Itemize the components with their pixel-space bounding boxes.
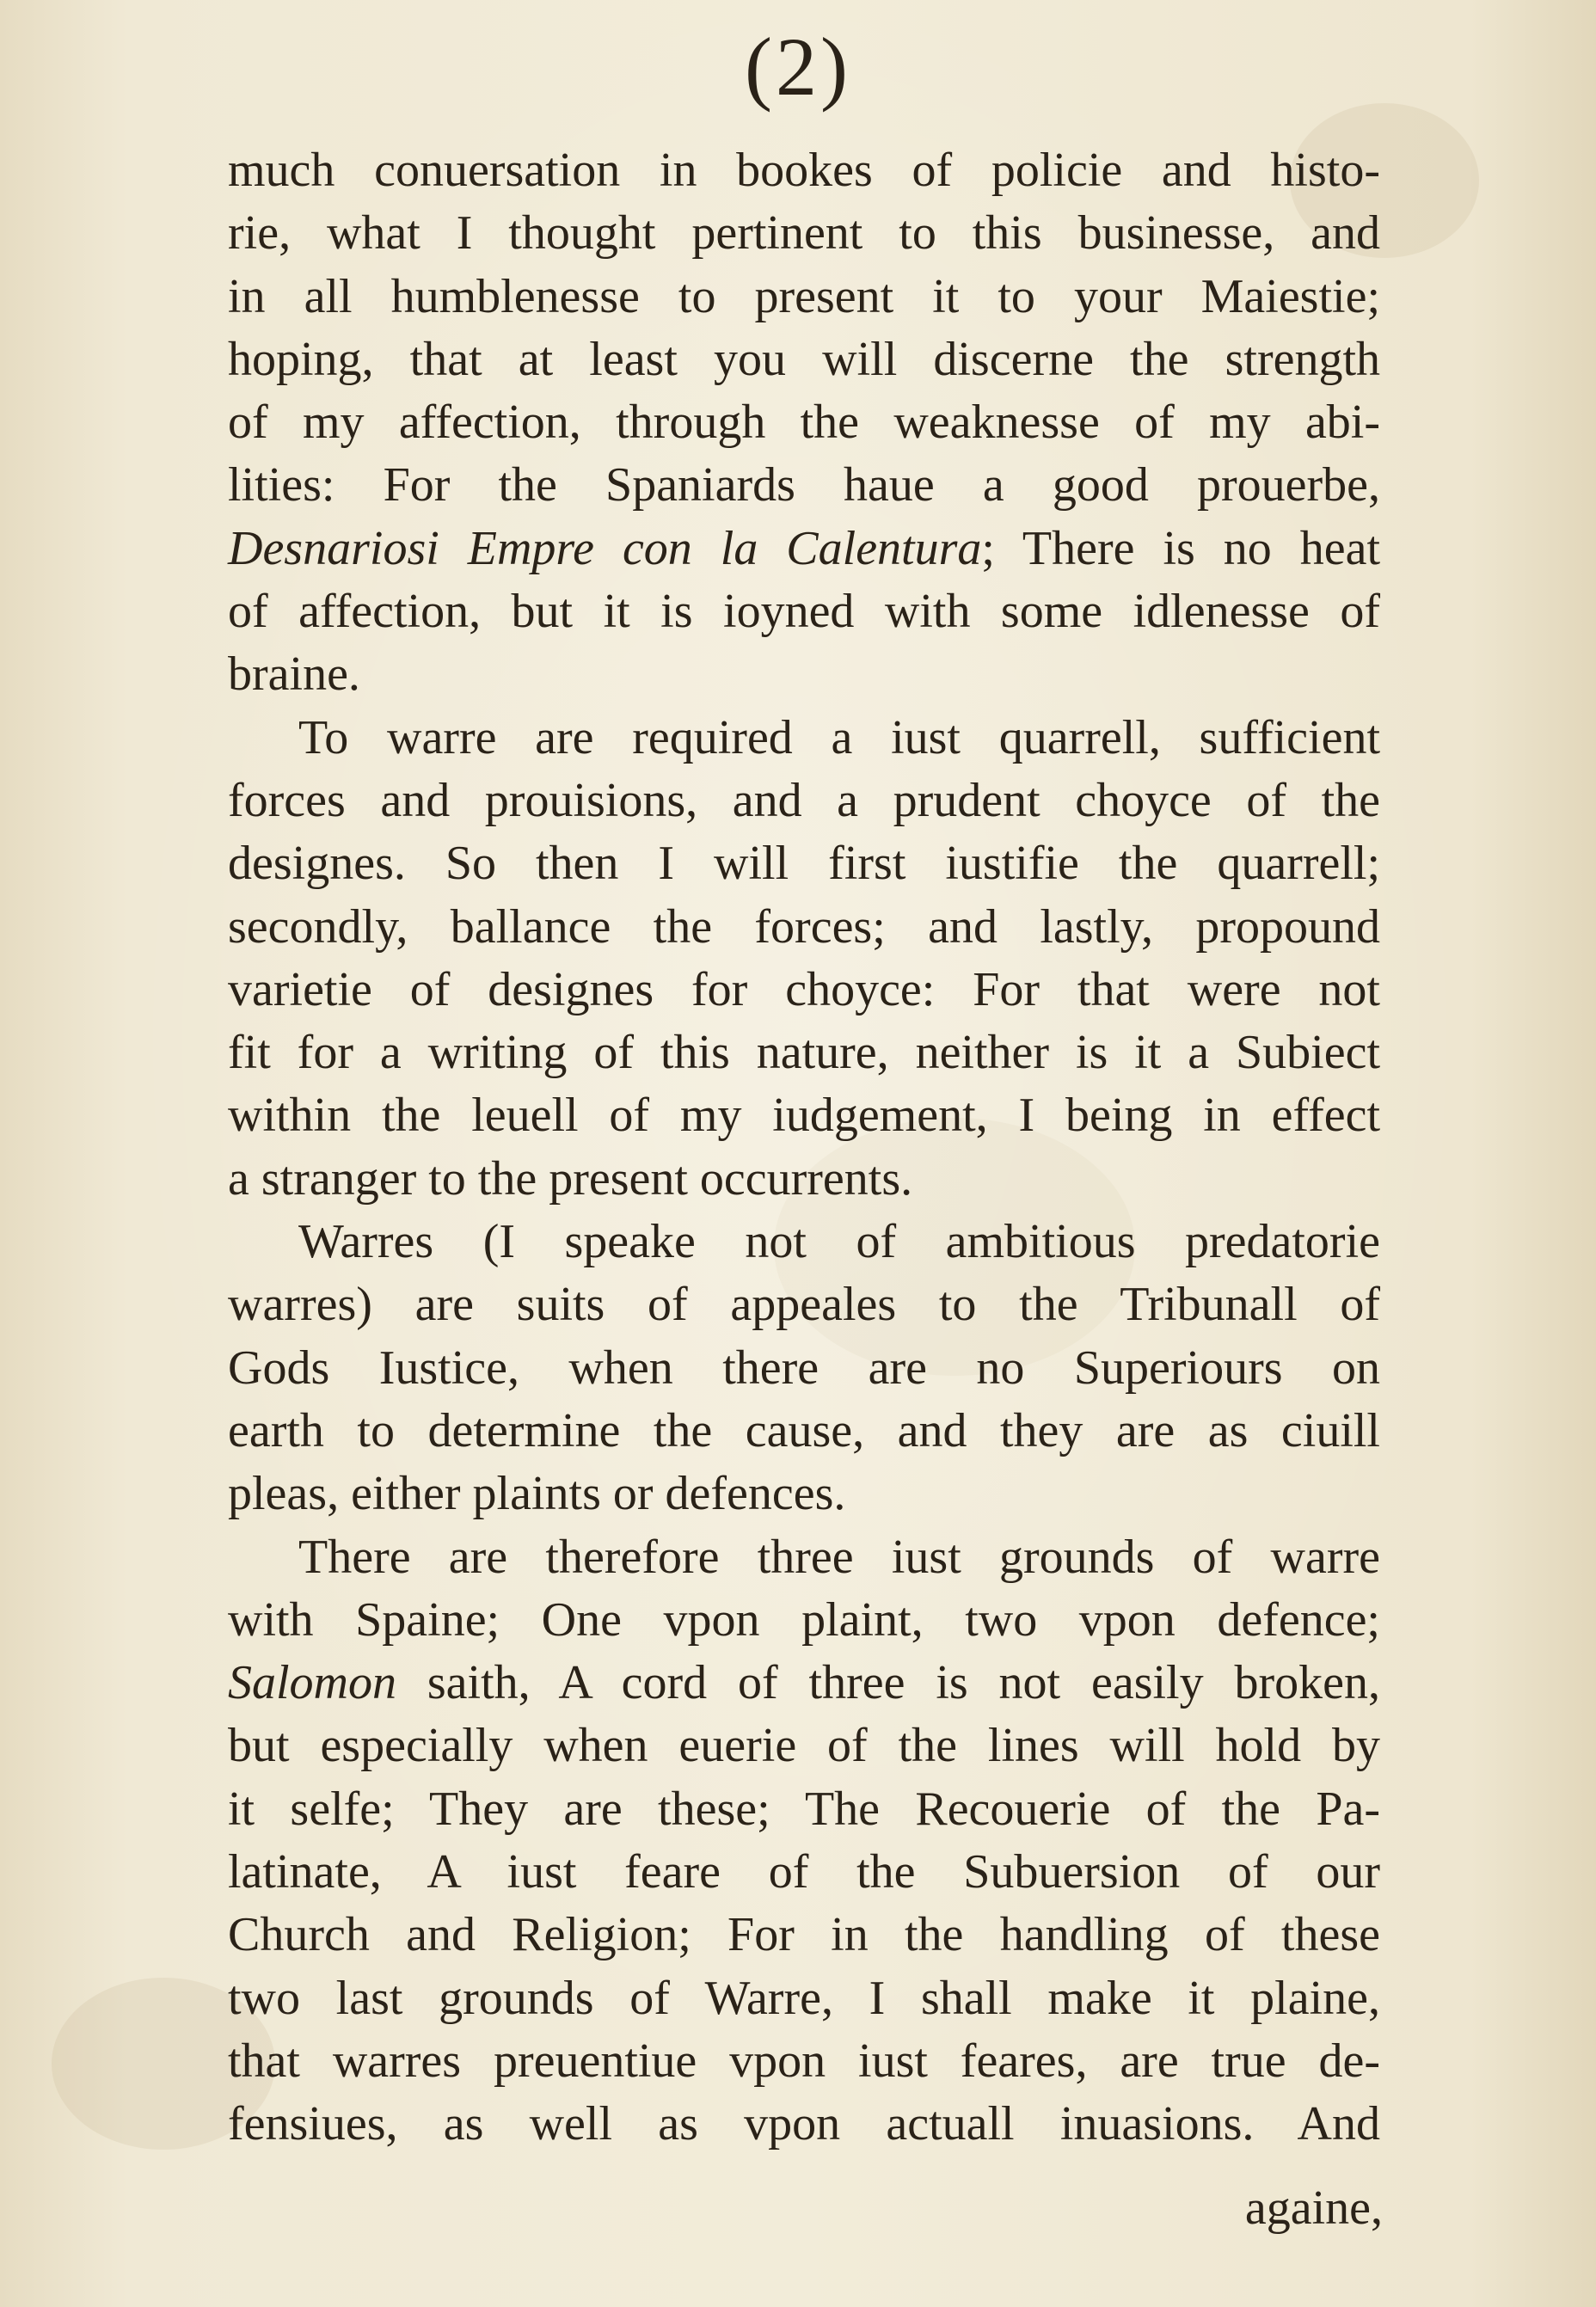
text-segment: There are therefore three iust grounds of warre [298,1530,1380,1584]
text-line [228,1337,1380,1400]
text-segment: pleas, either plaints or defences. [228,1467,846,1521]
text-line [228,1715,1380,1777]
text-line [228,959,1380,1022]
text-line [228,1084,1380,1147]
text-line [228,2093,1380,2156]
text-line [228,391,1380,454]
page-number: (2) [745,21,851,113]
text-segment: fensiues, as well as vpon actuall inuasions. And [228,2097,1380,2151]
text-segment: To warre are required a iust quarrell, sufficient [298,710,1380,764]
body-text [228,139,1380,2157]
text-segment: with Spaine; One vpon plaint, two vpon defence; [228,1592,1380,1647]
text-segment: but especially when euerie of the lines will hold by [228,1719,1380,1773]
text-line [228,266,1380,328]
text-segment: secondly, ballance the forces; and lastly, propound [228,899,1380,954]
text-segment: hoping, that at least you will discerne the strength [228,332,1380,386]
text-line [228,139,1380,202]
text-line [228,454,1380,517]
text-segment: saith, A cord of three is not easily broken, [396,1656,1380,1710]
text-line [228,1148,1380,1211]
text-segment: earth to determine the cause, and they are as ciuill [228,1403,1380,1457]
text-segment: designes. So then I will first iustifie the quarrell; [228,837,1380,891]
text-line [228,580,1380,643]
text-line [228,1463,1380,1525]
text-segment: two last grounds of Warre, I shall make it plaine, [228,1971,1380,2025]
text-segment: of affection, but it is ioyned with some idlenesse of [228,585,1380,639]
italic-text: Salomon [228,1656,396,1710]
text-segment: rie, what I thought pertinent to this businesse, and [228,206,1380,261]
text-segment: of my affection, through the weaknesse of my abi- [228,396,1380,450]
text-line [228,1841,1380,1904]
text-line [228,2030,1380,2093]
text-line [228,832,1380,895]
text-segment: varietie of designes for choyce: For that were not [228,962,1380,1016]
text-segment: Church and Religion; For in the handling of these [228,1908,1380,1962]
text-line [228,1211,1380,1273]
text-line [228,707,1380,770]
text-line [228,1526,1380,1589]
text-segment: Gods Iustice, when there are no Superiours on [228,1341,1380,1395]
text-segment: a stranger to the present occurrents. [228,1151,913,1206]
text-segment: fit for a writing of this nature, neither is it a Subiect [228,1026,1380,1080]
text-segment: it selfe; They are these; The Recouerie of the Pa- [228,1782,1380,1836]
text-segment: in all humblenesse to present it to your Maiestie; [228,269,1380,323]
text-line [228,518,1380,580]
text-line [228,1400,1380,1463]
text-segment: warres) are suits of appeales to the Tribunall of [228,1278,1380,1332]
text-line [228,643,1380,706]
italic-text: Desnariosi Empre con la Calentura [228,521,982,575]
text-segment: Warres (I speake not of ambitious predatorie [298,1215,1380,1269]
text-line [228,770,1380,832]
text-segment: ; There is no heat [981,521,1380,575]
text-line [228,1652,1380,1715]
catchword: againe, [1244,2181,1383,2235]
text-line [228,328,1380,391]
text-line [228,1273,1380,1336]
text-segment: that warres preuentiue vpon iust feares, are true de- [228,2034,1380,2088]
text-line [228,1778,1380,1841]
text-line [228,896,1380,959]
text-segment: lities: For the Spaniards haue a good prouerbe, [228,458,1380,512]
text-line [228,202,1380,265]
text-line [228,1904,1380,1966]
text-segment: braine. [228,647,360,702]
text-line [228,1022,1380,1084]
text-segment: within the leuell of my iudgement, I being in effect [228,1089,1380,1143]
text-segment: forces and prouisions, and a prudent choyce of the [228,773,1380,827]
text-segment: latinate, A iust feare of the Subuersion of our [228,1845,1380,1899]
text-segment: much conuersation in bookes of policie and histo- [228,144,1380,197]
text-line [228,1967,1380,2030]
text-line [228,1589,1380,1652]
